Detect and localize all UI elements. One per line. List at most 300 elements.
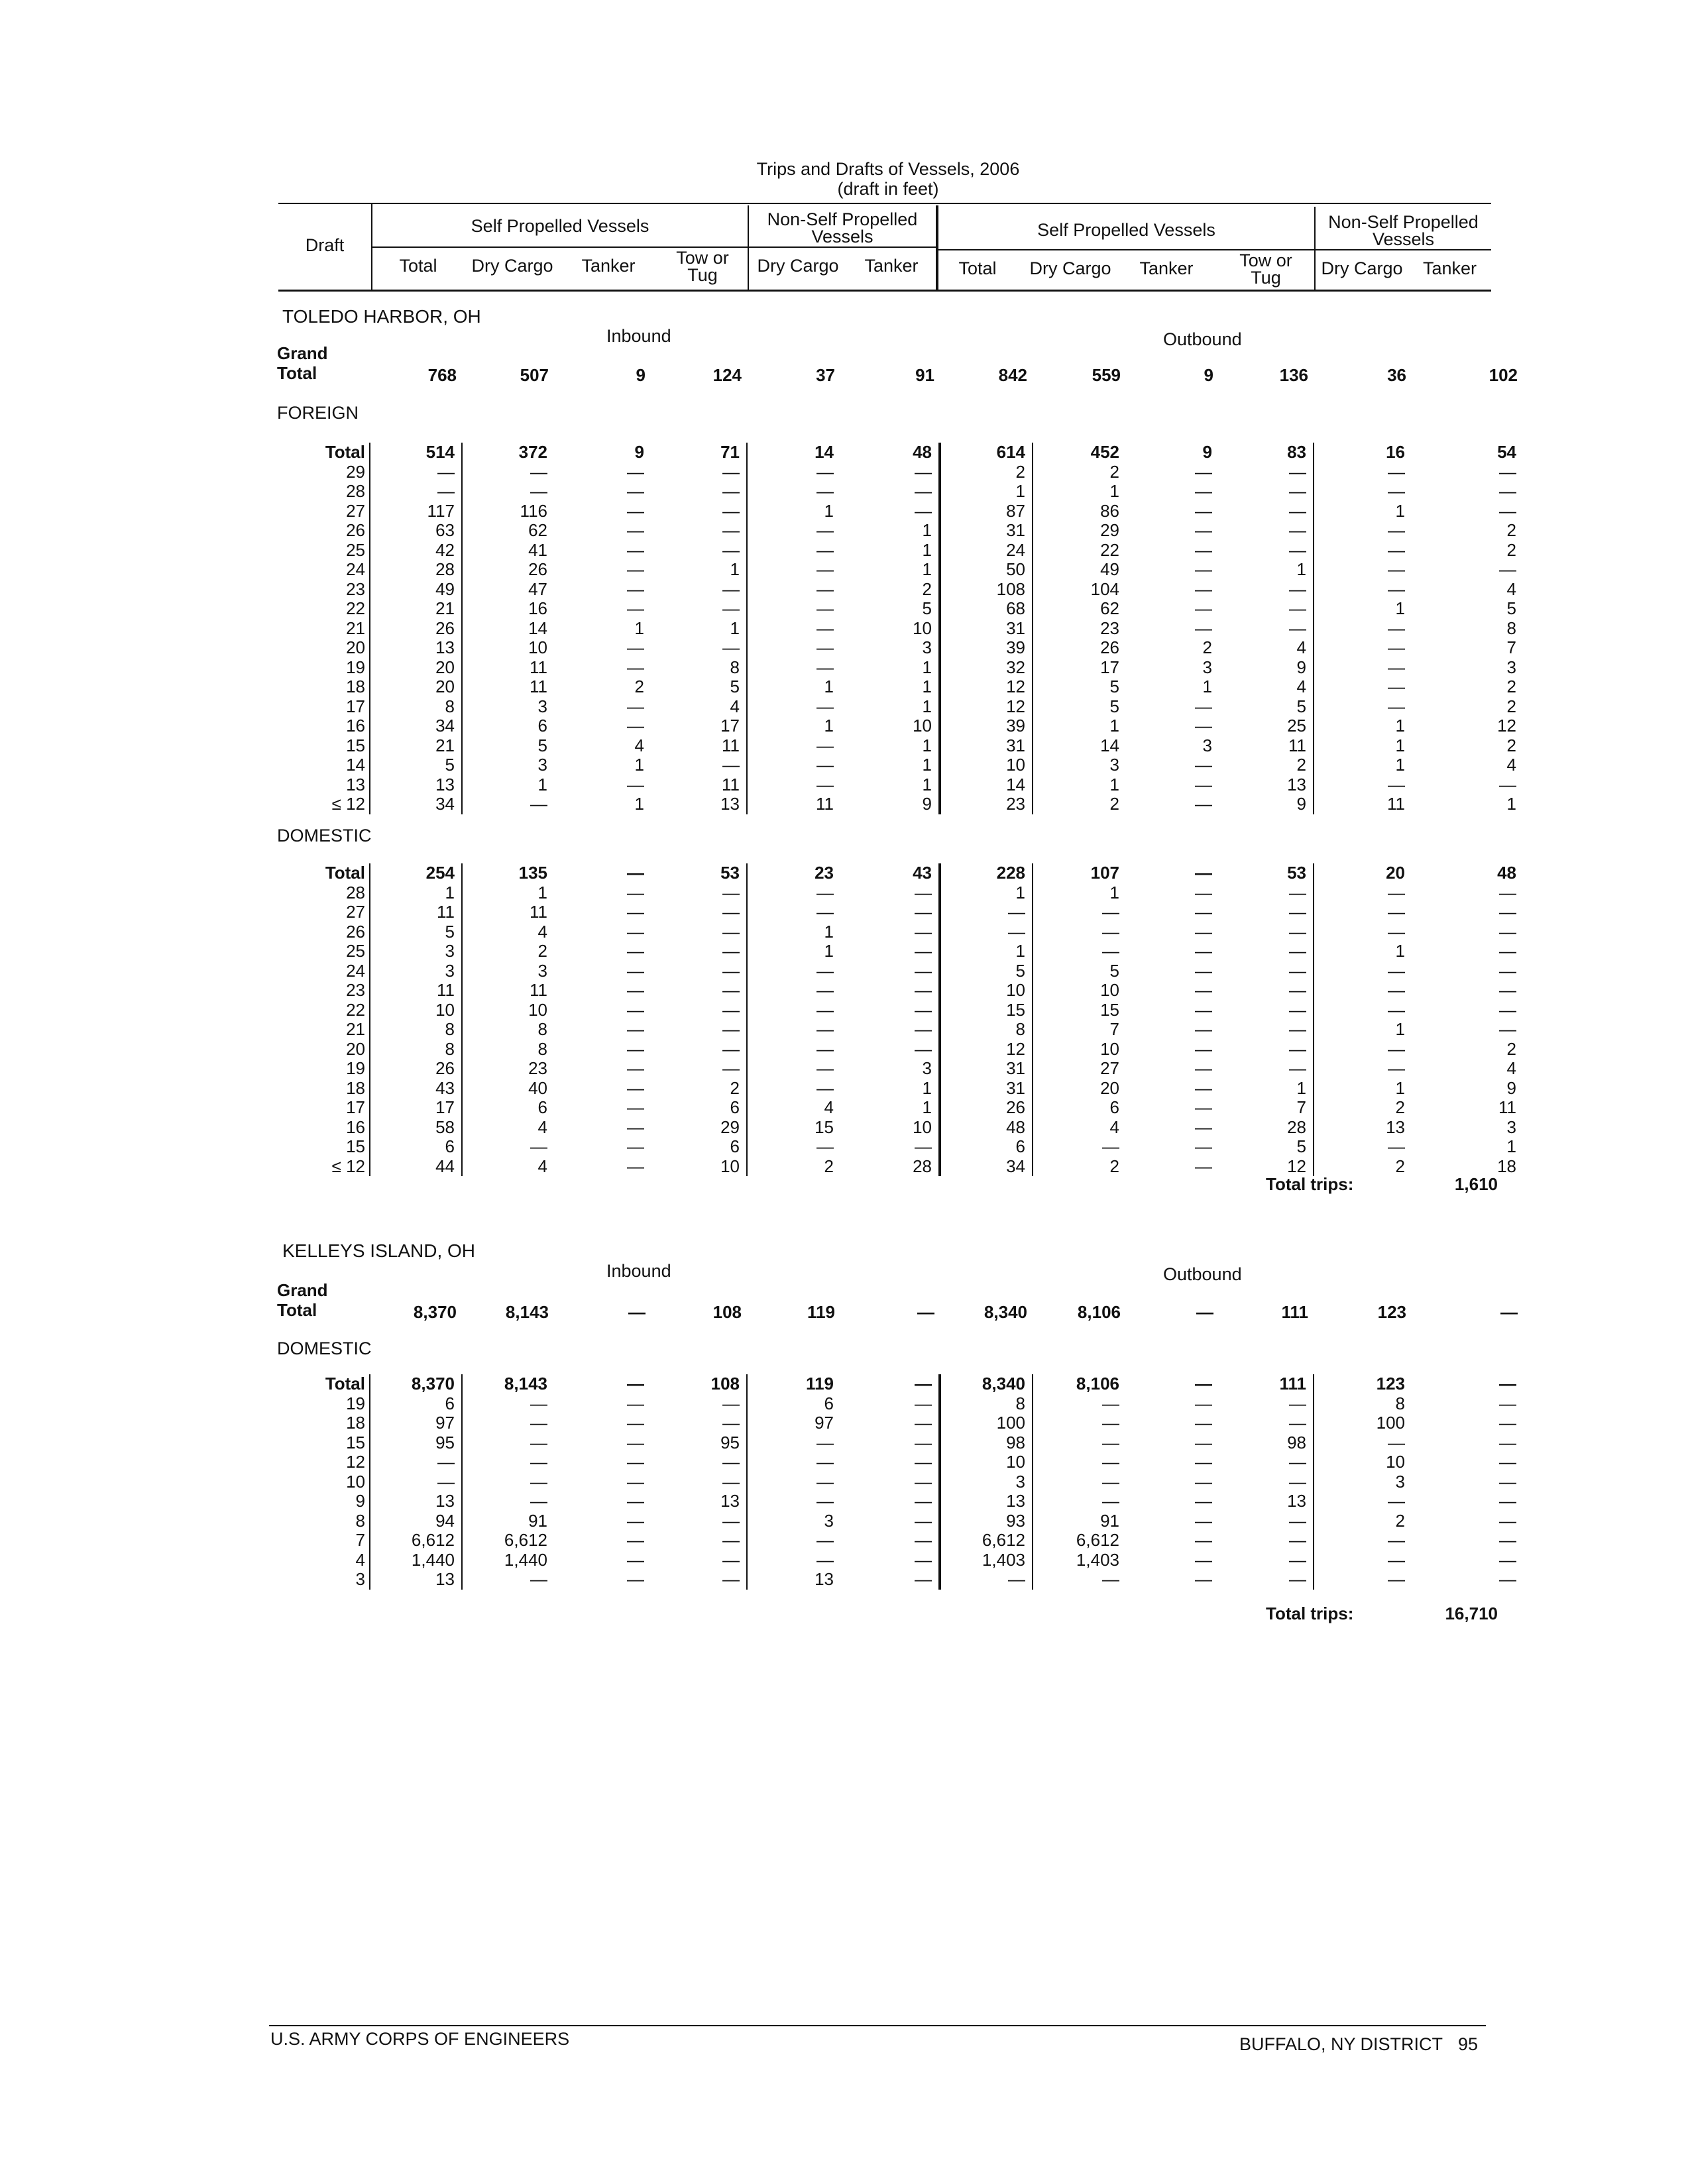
value-cell: 1	[634, 755, 644, 775]
value-cell: —	[816, 1038, 834, 1059]
value-cell: 43	[840, 863, 940, 883]
value-cell: 11	[530, 657, 547, 677]
value-cell: —	[627, 1549, 644, 1570]
draft-cell: 19	[277, 1394, 370, 1414]
value-cell: 9	[840, 794, 940, 814]
value-cell: —	[1499, 1432, 1516, 1452]
value-cell: 2	[1109, 461, 1119, 482]
value-cell: 9	[1219, 658, 1314, 678]
value-cell: —	[816, 637, 834, 657]
value-cell: —	[816, 882, 834, 902]
value-cell: —	[651, 1472, 747, 1492]
value-cell: 15	[940, 1001, 1033, 1020]
value-cell: —	[1219, 580, 1314, 600]
table-row	[277, 1137, 1523, 1157]
value-cell: —	[1499, 1530, 1516, 1550]
table-row	[277, 658, 1523, 678]
value-cell: —	[1388, 539, 1405, 560]
toledo-domestic-label: DOMESTIC	[277, 826, 372, 846]
value-cell: 1	[634, 794, 644, 814]
value-cell: —	[840, 1137, 940, 1157]
value-cell: 49	[1100, 559, 1119, 579]
grand-total-cell: 119	[807, 1302, 835, 1322]
grand-total-cell: 36	[1387, 365, 1406, 385]
value-cell: 11	[651, 775, 747, 795]
value-cell: 31	[940, 736, 1033, 756]
value-cell: —	[370, 1472, 462, 1492]
value-cell: 24	[940, 541, 1033, 561]
value-cell: 13	[815, 1569, 834, 1589]
value-cell: 11	[370, 902, 462, 922]
value-cell: 25	[1219, 716, 1314, 736]
value-cell: —	[627, 1413, 644, 1433]
value-cell: 95	[651, 1433, 747, 1453]
col-total: Total	[958, 258, 997, 278]
draft-cell: 19	[277, 658, 370, 678]
grand-total-cell: 91	[915, 365, 934, 385]
value-cell: 8	[537, 1038, 547, 1059]
value-cell: 17	[370, 1098, 462, 1118]
grand-total-cell: 768	[427, 365, 457, 385]
value-cell: —	[840, 902, 940, 922]
table-row	[277, 677, 1523, 697]
draft-cell: 21	[277, 619, 370, 639]
value-cell: —	[1195, 1019, 1212, 1039]
value-cell: —	[651, 502, 747, 521]
value-cell: —	[1388, 1038, 1405, 1059]
value-cell: —	[1102, 1452, 1119, 1472]
toledo-domestic-table	[277, 863, 1524, 1176]
value-cell: 63	[370, 521, 462, 541]
value-cell: 15	[1100, 999, 1119, 1020]
value-cell: 1	[1395, 735, 1405, 755]
value-cell: 2	[1219, 755, 1314, 775]
value-cell: —	[651, 981, 747, 1001]
value-cell: 1	[940, 883, 1033, 903]
value-cell: —	[530, 1136, 547, 1156]
draft-cell: 28	[277, 883, 370, 903]
value-cell: 95	[370, 1433, 462, 1453]
value-cell: —	[651, 942, 747, 961]
value-cell: 34	[940, 1157, 1033, 1177]
value-cell: —	[1195, 1491, 1212, 1511]
value-cell: 40	[528, 1077, 547, 1098]
value-cell: 3	[1202, 735, 1212, 755]
header-sub-rule	[749, 246, 936, 248]
value-cell: 12	[940, 1040, 1033, 1060]
value-cell: 28	[370, 560, 462, 580]
value-cell: 4	[1506, 1058, 1516, 1078]
value-cell: —	[627, 1569, 644, 1589]
value-cell: 53	[1219, 863, 1314, 883]
value-cell: —	[1195, 863, 1212, 883]
value-cell: —	[1219, 1413, 1314, 1433]
value-cell: —	[1499, 902, 1516, 922]
value-cell: 100	[1376, 1413, 1405, 1433]
value-cell: —	[1102, 941, 1119, 961]
table-row	[277, 1433, 1523, 1453]
draft-cell: 17	[277, 697, 370, 717]
grand-total-cell: —	[1196, 1302, 1213, 1322]
value-cell: —	[1219, 1040, 1314, 1060]
value-cell: 13	[651, 1492, 747, 1511]
value-cell: 6	[651, 1137, 747, 1157]
value-cell: —	[651, 1001, 747, 1020]
value-cell: —	[530, 1569, 547, 1589]
value-cell: —	[1499, 1393, 1516, 1413]
value-cell: 1	[840, 775, 940, 795]
value-cell: 1	[1395, 755, 1405, 775]
draft-cell: 18	[277, 677, 370, 697]
value-cell: —	[840, 1040, 940, 1060]
value-cell: 1	[824, 677, 834, 696]
value-cell: —	[1195, 1156, 1212, 1176]
value-cell: 91	[528, 1510, 547, 1531]
value-cell: 14	[940, 775, 1033, 795]
value-cell: —	[627, 921, 644, 942]
value-cell: 87	[940, 502, 1033, 521]
value-cell: 1	[840, 541, 940, 561]
value-cell: 11	[530, 677, 547, 696]
value-cell: 6	[537, 716, 547, 736]
value-cell: —	[627, 716, 644, 736]
draft-cell: 15	[277, 736, 370, 756]
value-cell: 5	[1109, 677, 1119, 696]
table-row	[277, 463, 1523, 482]
value-cell: —	[370, 1452, 462, 1472]
value-cell: 1	[824, 941, 834, 961]
value-cell: 5	[1506, 598, 1516, 618]
value-cell: —	[1195, 1549, 1212, 1570]
value-cell: 93	[940, 1511, 1033, 1531]
value-cell: 6	[370, 1137, 462, 1157]
value-cell: —	[370, 463, 462, 482]
kelleys-grand-total-label: Grand Total	[277, 1280, 328, 1320]
value-cell: —	[627, 1019, 644, 1039]
value-cell: —	[627, 1136, 644, 1156]
draft-cell: 18	[277, 1079, 370, 1099]
header-bottom-rule	[278, 290, 1491, 292]
table-row	[277, 902, 1523, 922]
draft-cell: 9	[277, 1492, 370, 1511]
value-cell: —	[840, 1551, 940, 1570]
value-cell: 1	[1219, 1079, 1314, 1099]
draft-cell: 28	[277, 482, 370, 502]
value-cell: 1	[1395, 500, 1405, 521]
value-cell: —	[530, 1452, 547, 1472]
grand-total-cell: 8,340	[984, 1302, 1027, 1322]
grand-total-cell: —	[628, 1302, 646, 1322]
toledo-foreign-label: FOREIGN	[277, 403, 359, 423]
value-cell: —	[840, 502, 940, 521]
value-cell: 1	[537, 882, 547, 902]
value-cell: —	[1388, 481, 1405, 501]
value-cell: —	[840, 1001, 940, 1020]
self-propelled-header: Self Propelled Vessels	[1037, 220, 1215, 240]
value-cell: 4	[1506, 578, 1516, 599]
value-cell: —	[1388, 980, 1405, 1000]
value-cell: —	[1195, 1530, 1212, 1550]
value-cell: 13	[651, 794, 747, 814]
draft-cell: 17	[277, 1098, 370, 1118]
value-cell: 9	[1202, 442, 1212, 462]
value-cell: 1	[1219, 560, 1314, 580]
value-cell: —	[816, 461, 834, 482]
value-cell: 1	[840, 658, 940, 678]
value-cell: 20	[1100, 1077, 1119, 1098]
col-dry-cargo: Dry Cargo	[757, 256, 839, 276]
value-cell: 6,612	[940, 1531, 1033, 1551]
grand-total-cell: 8,106	[1077, 1302, 1121, 1322]
table-row	[277, 1059, 1523, 1079]
value-cell: —	[816, 735, 834, 755]
value-cell: 23	[815, 863, 834, 883]
value-cell: —	[816, 980, 834, 1000]
value-cell: —	[1388, 618, 1405, 638]
value-cell: —	[627, 461, 644, 482]
table-row	[277, 1531, 1523, 1551]
value-cell: —	[1195, 921, 1212, 942]
value-cell: 5	[370, 922, 462, 942]
value-cell: —	[1499, 882, 1516, 902]
table-row	[277, 775, 1523, 795]
value-cell: —	[840, 1511, 940, 1531]
value-cell: 10	[1386, 1452, 1405, 1472]
value-cell: 31	[940, 1079, 1033, 1099]
grand-total-cell: —	[1500, 1302, 1518, 1322]
value-cell: 14	[528, 618, 547, 638]
value-cell: —	[1219, 1551, 1314, 1570]
value-cell: —	[651, 1394, 747, 1414]
value-cell: —	[627, 960, 644, 981]
value-cell: 6,612	[504, 1530, 547, 1550]
value-cell: —	[1219, 1452, 1314, 1472]
value-cell: 17	[651, 716, 747, 736]
value-cell: 48	[940, 1118, 1033, 1138]
value-cell: —	[627, 902, 644, 922]
value-cell: 1	[840, 677, 940, 697]
value-cell: 8	[537, 1019, 547, 1039]
value-cell: 452	[1090, 442, 1119, 462]
draft-cell: Total	[277, 863, 370, 883]
value-cell: —	[1195, 1136, 1212, 1156]
table-row	[277, 736, 1523, 756]
value-cell: 10	[651, 1157, 747, 1177]
value-cell: 2	[1109, 1156, 1119, 1176]
grand-total-cell: 102	[1489, 365, 1518, 385]
value-cell: 10	[840, 619, 940, 639]
grand-total-cell: 507	[520, 365, 549, 385]
value-cell: —	[370, 482, 462, 502]
value-cell: —	[627, 774, 644, 794]
value-cell: —	[1195, 481, 1212, 501]
value-cell: 23	[1100, 618, 1119, 638]
value-cell: 62	[528, 520, 547, 540]
value-cell: 614	[940, 443, 1033, 463]
value-cell: 6	[370, 1394, 462, 1414]
value-cell: 228	[940, 863, 1033, 883]
value-cell: 13	[1219, 1492, 1314, 1511]
value-cell: 7	[1219, 1098, 1314, 1118]
value-cell: 5	[651, 677, 747, 697]
value-cell: 104	[1090, 578, 1119, 599]
value-cell: 22	[1100, 539, 1119, 560]
value-cell: —	[627, 863, 644, 883]
col-total: Total	[399, 256, 437, 276]
kelleys-inbound-label: Inbound	[606, 1261, 671, 1281]
value-cell: 16	[1386, 442, 1405, 462]
value-cell: 1	[1395, 1077, 1405, 1098]
value-cell: —	[1388, 960, 1405, 981]
non-self-propelled-header: Non-Self Propelled Vessels	[767, 209, 918, 246]
non-self-propelled-header: Non-Self Propelled Vessels	[1328, 212, 1479, 249]
value-cell: 108	[651, 1374, 747, 1394]
value-cell: 13	[1386, 1117, 1405, 1137]
value-cell: —	[651, 961, 747, 981]
value-cell: 1	[1395, 941, 1405, 961]
value-cell: 98	[940, 1433, 1033, 1453]
value-cell: 50	[940, 560, 1033, 580]
value-cell: 2	[940, 463, 1033, 482]
value-cell: 5	[537, 735, 547, 755]
value-cell: 26	[1100, 637, 1119, 657]
table-row	[277, 521, 1523, 541]
value-cell: 11	[1498, 1097, 1516, 1117]
value-cell: 1	[940, 482, 1033, 502]
value-cell: —	[1499, 1491, 1516, 1511]
value-cell: —	[816, 598, 834, 618]
value-cell: —	[1195, 1393, 1212, 1413]
value-cell: —	[1195, 520, 1212, 540]
table-row	[277, 1570, 1523, 1590]
value-cell: 1	[1109, 774, 1119, 794]
value-cell: —	[627, 1530, 644, 1550]
value-cell: —	[1388, 999, 1405, 1020]
table-row	[277, 1098, 1523, 1118]
value-cell: 2	[1506, 539, 1516, 560]
value-cell: 13	[370, 1492, 462, 1511]
col-tow-or-tug: Tow or Tug	[676, 248, 729, 285]
grand-total-cell: 37	[816, 365, 835, 385]
value-cell: —	[816, 618, 834, 638]
value-cell: —	[1195, 941, 1212, 961]
value-cell: —	[840, 482, 940, 502]
value-cell: —	[1195, 902, 1212, 922]
value-cell: —	[940, 922, 1033, 942]
value-cell: 34	[370, 716, 462, 736]
toledo-grand-total-row	[371, 366, 1524, 386]
value-cell: 11	[1219, 736, 1314, 756]
value-cell: 28	[1219, 1118, 1314, 1138]
value-cell: —	[651, 755, 747, 775]
value-cell: —	[816, 1491, 834, 1511]
value-cell: —	[1219, 1020, 1314, 1040]
value-cell: 3	[824, 1510, 834, 1531]
value-cell: —	[1102, 1393, 1119, 1413]
value-cell: 27	[1100, 1058, 1119, 1078]
value-cell: 42	[370, 541, 462, 561]
col-tanker: Tanker	[1139, 258, 1194, 278]
value-cell: 5	[940, 961, 1033, 981]
toledo-total-trips-value: 1,610	[1454, 1174, 1498, 1194]
value-cell: —	[1499, 1471, 1516, 1492]
value-cell: —	[1388, 657, 1405, 677]
value-cell: —	[627, 696, 644, 716]
value-cell: —	[1219, 942, 1314, 961]
page-title	[0, 159, 1688, 199]
value-cell: 8	[940, 1020, 1033, 1040]
footer-rule	[269, 2025, 1486, 2026]
draft-cell: 21	[277, 1020, 370, 1040]
value-cell: —	[840, 1531, 940, 1551]
value-cell: —	[1195, 1471, 1212, 1492]
value-cell: 4	[1506, 755, 1516, 775]
value-cell: —	[530, 481, 547, 501]
value-cell: —	[840, 922, 940, 942]
value-cell: 2	[840, 580, 940, 600]
title-line-2: (draft in feet)	[837, 179, 939, 199]
draft-cell: 22	[277, 1001, 370, 1020]
draft-cell: 4	[277, 1551, 370, 1570]
value-cell: —	[1195, 794, 1212, 814]
value-cell: 14	[815, 442, 834, 462]
draft-cell: 14	[277, 755, 370, 775]
value-cell: —	[627, 1432, 644, 1452]
value-cell: —	[816, 755, 834, 775]
value-cell: —	[627, 520, 644, 540]
value-cell: 2	[1506, 696, 1516, 716]
value-cell: —	[1499, 481, 1516, 501]
value-cell: —	[627, 980, 644, 1000]
value-cell: —	[840, 1433, 940, 1453]
draft-cell: 24	[277, 560, 370, 580]
value-cell: 11	[651, 736, 747, 756]
value-cell: —	[1499, 1413, 1516, 1433]
grand-total-cell: 9	[1204, 365, 1213, 385]
value-cell: —	[1195, 618, 1212, 638]
value-cell: —	[1195, 1097, 1212, 1117]
value-cell: 11	[530, 980, 547, 1000]
value-cell: —	[1195, 696, 1212, 716]
value-cell: 29	[1100, 520, 1119, 540]
value-cell: —	[816, 657, 834, 677]
value-cell: —	[840, 942, 940, 961]
col-dry-cargo: Dry Cargo	[471, 256, 553, 276]
value-cell: 254	[370, 863, 462, 883]
value-cell: —	[651, 1020, 747, 1040]
value-cell: 10	[528, 637, 547, 657]
draft-cell: 23	[277, 580, 370, 600]
value-cell: —	[1388, 578, 1405, 599]
value-cell: 1	[1395, 598, 1405, 618]
draft-cell: 25	[277, 942, 370, 961]
value-cell: —	[1219, 541, 1314, 561]
value-cell: —	[1219, 902, 1314, 922]
value-cell: 62	[1100, 598, 1119, 618]
value-cell: —	[627, 637, 644, 657]
value-cell: 1	[940, 942, 1033, 961]
value-cell: 94	[370, 1511, 462, 1531]
value-cell: —	[816, 999, 834, 1020]
value-cell: 13	[1219, 775, 1314, 795]
value-cell: 5	[1219, 697, 1314, 717]
draft-cell: 16	[277, 1118, 370, 1138]
value-cell: —	[1388, 1549, 1405, 1570]
value-cell: —	[840, 883, 940, 903]
value-cell: —	[627, 882, 644, 902]
value-cell: —	[1388, 1136, 1405, 1156]
table-row	[277, 1492, 1523, 1511]
